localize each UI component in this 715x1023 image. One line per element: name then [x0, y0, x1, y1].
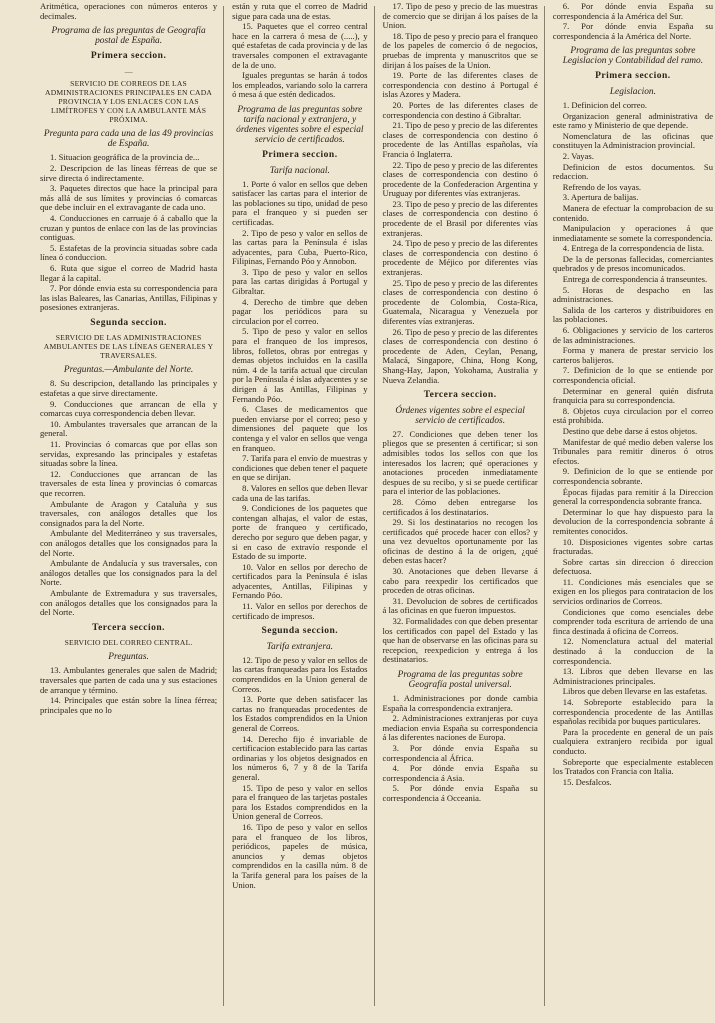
section-heading: Tercera seccion.: [92, 622, 166, 633]
list-item: Sobre cartas sin direccion ó direccion defectuosa.: [552, 556, 714, 577]
list-item: 11. Valor en sellos por derechos de certificado de impresos.: [232, 601, 368, 621]
list-item: Determinar lo que hay dispuesto para la devolucion de la correspondencia sobrante á remitentes conocidos.: [552, 506, 714, 536]
list-item: 8. Valores en sellos que deben llevar cada una de las tarifas.: [232, 482, 368, 503]
list-item: 16. Tipo de peso y valor en sellos para el franqueo de los libros, periódicos, papeles de música, anuncios y demas objetos comprendidos en la casilla núm. 8 de la Tarifa general para los países de la Union.: [232, 821, 368, 890]
list-item: 6. Clases de medicamentos que pueden enviarse por el correo; peso y dimensiones del paquete que los contenga y el valor en sellos que venga en franqueo.: [232, 404, 368, 453]
list-item: 5. Tipo de peso y valor en sellos para el franqueo de los impresos, libros, folletos, obras por entregas y demas objetos incluidos en la casilla núm. 4 de la tarifa actual que circulan por la Península é islas adyacentes y se dirigen á las Antillas, Filipinas y Fernando Póo.: [232, 326, 368, 404]
list-item: 9. Condiciones de los paquetes que contengan alhajas, el valor de estas, porte de franqueo y certificado, derecho por seguro que deben pagar, y si en caso de extravío responde el Estado de su importe.: [232, 503, 368, 562]
list-item: 26. Tipo de peso y precio de las diferentes clases de correspondencia con destino ó procedente de Aden, Ceylan, Penang, Malacá, Singapore, China, Hong Kong, Shang-Hay, Japon, Yokohama, Australia y Nueva Zelandia.: [382, 326, 538, 385]
list-item: Manipulacion y operaciones á que inmediatamente se somete la correspondencia.: [552, 223, 714, 243]
list-item: 8. Su descripcion, detallando las principales y estafetas a que sirve directamente.: [40, 378, 218, 399]
list-item: 9. Definicion de lo que se entiende por correspondencia sobrante.: [552, 466, 714, 486]
list-item: 10. Ambulantes traversales que arrancan de la general.: [40, 418, 218, 439]
list-item: 31. Devolucion de sobres de certificados á las oficinas en que fueron impuestos.: [382, 595, 538, 616]
list-item: 22. Tipo de peso y precio de las diferentes clases de correspondencia con destino ó procedente de la Confederacion Argentina y Uruguay por diferentes vías extranjeras.: [382, 159, 538, 199]
list-item: 25. Tipo de peso y precio de las diferentes clases de correspondencia con destino ó procedente de Colombia, Costa-Rica, Guatemala, Nicaragua y Venezuela por diferentes vías extranjeras.: [382, 277, 538, 326]
question-title: Tarifa nacional.: [269, 165, 330, 176]
list-item: 20. Portes de las diferentes clases de correspondencia con destino á Gibraltar.: [382, 99, 538, 120]
list-item: 1. Definicion del correo.: [562, 99, 648, 110]
program-title: Programa de las preguntas sobre Legislacion y Contabilidad del ramo.: [562, 46, 704, 67]
column-1: [0, 2, 223, 1023]
list-item: 7. Definicion de lo que se entiende por correspondencia oficial.: [552, 365, 714, 385]
program-title: Programa de las preguntas sobre tarifa nacional y extranjera, y órdenes vigentes sobre el especial servicio de certificados.: [236, 104, 364, 145]
list-item: Nomenclatura de las oficinas que constituyen la Administracion provincial.: [552, 130, 714, 151]
list-item: 2. Descripcion de las líneas férreas de que se sirve directa ó indirectamente.: [40, 162, 218, 183]
list-item: 18. Tipo de peso y precio para el franqueo de los papeles de comercio ó de negocios, pruebas de imprenta y manuscritos que se dirijan á los países de la Union.: [382, 30, 538, 70]
list-item: 1. Situacion geográfica de la provincia de...: [50, 152, 200, 163]
list-item: 24. Tipo de peso y precio de las diferentes clases de correspondencia con destino ó procedente de Méjico por diferentes vías extranjeras.: [382, 238, 538, 278]
list-item: Definicion de estos documentos. Su redaccion.: [552, 161, 714, 182]
list-item: 6. Por dónde envia España su correspondencia á la América del Sur.: [552, 2, 714, 21]
list-item: 13. Ambulantes generales que salen de Madrid; traversales que parten de cada una y sus estaciones de arranque y término.: [40, 665, 218, 695]
list-item: Libros que deben llevarse en las estafetas.: [562, 686, 708, 697]
list-item: 5. Horas de despacho en las administraciones.: [552, 284, 714, 305]
divider: —: [124, 66, 133, 76]
subsection-heading: SERVICIO DE CORREOS DE LAS ADMINISTRACIONES PRINCIPALES EN CADA PROVINCIA Y LOS ENLACES CON LAS LIMÍTROFES Y CON LA AMBULANTE MÁS PRÓXIMA.: [45, 79, 213, 125]
section-heading: Primera seccion.: [262, 149, 338, 160]
section-heading: Primera seccion.: [90, 51, 167, 62]
list-item: 23. Tipo de peso y precio de las diferentes clases de correspondencia con destino ó procedente de el Brasil por diferentes vías extranjeras.: [382, 198, 538, 238]
list-item: Organizacion general administrativa de este ramo y Ministerio de que depende.: [552, 110, 714, 131]
list-item: 8. Objetos cuya circulacion por el correo está prohibida.: [552, 405, 714, 426]
list-item: 29. Si los destinatarios no recogen los certificados qué procede hacer con ellos? y una vez devueltos oportunamente por las oficinas de destino á la de origen, ¿qué deben estas hacer?: [382, 517, 538, 566]
list-item: 15. Desfalcos.: [562, 776, 612, 787]
section-heading: Tercera seccion.: [423, 390, 497, 401]
list-item: Salida de los carteros y distribuidores en las poblaciones.: [552, 304, 714, 325]
list-item: 3. Por dónde envia España su correspondencia al África.: [382, 742, 538, 763]
section-heading: Primera seccion.: [595, 71, 671, 82]
list-item: 5. Por dónde envia España su correspondencia á Occeania.: [382, 783, 538, 803]
list-item: 12. Conducciones que arrancan de las traversales de esta línea y provincias ó comarcas que recorren.: [40, 468, 218, 498]
list-item: 4. Conducciones en carruaje ó á caballo que la cruzan y puntos de enlace con las de las provincias contiguas.: [40, 212, 218, 243]
question-title: Preguntas.—Ambulante del Norte.: [63, 365, 194, 376]
list-item: 2. Vayas.: [562, 150, 594, 161]
list-item: 30. Anotaciones que deben llevarse á cabo para reexpedir los certificados que proceden de otras oficinas.: [382, 566, 538, 596]
list-item: 13. Porte que deben satisfacer las cartas no franqueadas procedentes de los Estados comprendidos en la Union general de Correos.: [232, 694, 368, 733]
list-item: 32. Formalidades con que deben presentar los certificados con papel del Estado y las que han de observarse en las oficinas para su recepcion, reexpedicion y entrega á los destinatarios.: [382, 616, 538, 665]
column-4: [545, 2, 715, 1023]
list-item: 3. Tipo de peso y valor en sellos para las cartas dirigidas á Portugal y Gibraltar.: [232, 266, 368, 297]
list-item: 3. Paquetes directos que hace la principal para más allá de sus límites y provincias ó comarcas que debe incluir en el extravagante de cada uno.: [40, 183, 218, 213]
list-item: Sobreporte que especialmente establecen los Tratados con Francia con Italia.: [552, 756, 714, 777]
list-item: 14. Principales que están sobre la línea férrea; principales que no lo: [40, 695, 218, 715]
list-item: Épocas fijadas para remitir á la Direccion general la correspondencia sobrante franca.: [552, 486, 714, 507]
program-title: Programa de las preguntas de Geografía postal de España.: [51, 26, 206, 47]
list-item: Ambulante de Aragon y Cataluña y sus traversales, con análogos detalles que los consignados para la del Norte.: [40, 498, 218, 528]
list-item: 5. Estafetas de la provincia situadas sobre cada línea ó conduccion.: [40, 242, 218, 263]
question-title: Pregunta para cada una de las 49 provincias de España.: [43, 129, 214, 150]
list-item: 10. Disposiciones vigentes sobre cartas fracturadas.: [552, 536, 714, 557]
list-item: 28. Cómo deben entregarse los certificados á los destinatarios.: [382, 496, 538, 517]
list-item: De la de personas fallecidas, comerciantes quebrados y de presos incomunicados.: [552, 253, 714, 274]
list-item: 15. Tipo de peso y valor en sellos para el franqueo de las tarjetas postales para los Estados comprendidos en la Union general de Correos.: [232, 782, 368, 822]
list-item: Forma y manera de prestar servicio los carteros balijeros.: [552, 345, 714, 365]
question-title: Tarifa extranjera.: [266, 641, 333, 652]
list-item: 2. Tipo de peso y valor en sellos de las cartas para la Península é islas adyacentes, para Cuba, Puerto-Rico, Filipinas, Fernando Póo y Annobon.: [232, 227, 368, 267]
list-item: 13. Libros que deben llevarse en las Administraciones principales.: [552, 666, 714, 686]
list-item: 3. Apertura de balijas.: [562, 192, 639, 203]
list-item: 12. Nomenclatura actual del material destinado á la conduccion de la correspondencia.: [552, 636, 714, 666]
list-item: 7. Por dónde envia España su correspondencia á la América del Norte.: [552, 21, 714, 41]
list-item: Ambulante de Andalucía y sus traversales, con análogos detalles que los consignados para la del Norte.: [40, 558, 218, 588]
list-item: 14. Derecho fijo é invariable de certificacion establecido para las cartas ordinarias y los objetos designados en los números 6, 7 y 8 de la Tarifa general.: [232, 733, 368, 782]
list-item: 14. Sobreporte establecido para la correspondencia procedente de las Antillas españolas recibida por buques particulares.: [552, 697, 714, 727]
list-item: Destino que debe darse á estos objetos.: [562, 425, 698, 436]
list-item: 10. Valor en sellos por derecho de certificados para la Península é islas adyacentes, Antillas, Filipinas y Fernando Póo.: [232, 561, 368, 601]
list-item: Para la procedente en general de un país cualquiera extranjero recibida por igual conducto.: [552, 726, 714, 756]
legislation-list: [553, 101, 713, 787]
question-title: Legislacion.: [609, 86, 656, 97]
list-item: 9. Conducciones que arrancan de ella y comarcas cuya correspondencia deben llevar.: [40, 398, 218, 419]
list-item: 1. Administraciones por donde cambia España la correspondencia extranjera.: [382, 693, 538, 713]
list-item: Manifestar de qué medio deben valerse los Tribunales para remitir dineros ó otros efectos.: [552, 436, 714, 466]
list-item: 17. Tipo de peso y precio de las muestras de comercio que se dirijan á los países de la Union.: [382, 2, 538, 31]
column-3: [375, 2, 544, 1023]
section-heading: Segunda seccion.: [90, 317, 167, 328]
list-item: 12. Tipo de peso y valor en sellos de las cartas franqueadas para los Estados comprendidos en la Union general de Correos.: [232, 654, 368, 694]
list-item: 6. Ruta que sigue el correo de Madrid hasta llegar á la capital.: [40, 262, 218, 283]
list-item: 1. Porte ó valor en sellos que deben satisfacer las cartas para el interior de las poblaciones su tipo, unidad de peso para el franqueo y si pueden ser certificadas.: [232, 178, 368, 227]
list-item: 15. Paquetes que el correo central hace en la carrera ó mesa de (.....), y qué estafetas de cada provincia y de las traversales componen el extravagante de la de uno.: [232, 21, 368, 70]
list-item: 19. Porte de las diferentes clases de correspondencia con destino á Portugal é islas Azores y Madera.: [382, 70, 538, 100]
list-item: 4. Derecho de timbre que deben pagar los periódicos para su circulacion por el correo.: [232, 296, 368, 326]
subsection-heading: SERVICIO DEL CORREO CENTRAL.: [64, 638, 193, 648]
list-item: 21. Tipo de peso y precio de las diferentes clases de correspondencia con destino ó procedente de las Antillas españolas, vía Francia ó Inglaterra.: [382, 120, 538, 159]
subsection-heading: SERVICIO DE LAS ADMINISTRACIONES AMBULANTES DE LAS LÍNEAS GENERALES Y TRAVERSALES.: [43, 333, 214, 361]
paragraph: están y ruta que el correo de Madrid sigue para cada una de estas.: [232, 2, 368, 21]
list-item: 4. Por dónde envia España su correspondencia á Asia.: [382, 763, 538, 783]
list-item: 7. Por dónde envia esta su correspondencia para las islas Baleares, las Canarias, Antillas, Filipinas y posesiones extranjeras.: [40, 283, 218, 313]
question-title: Preguntas.: [108, 652, 149, 663]
section-heading: Segunda seccion.: [261, 626, 339, 637]
list-item: Determinar en general quién disfruta franquicia para su correspondencia.: [552, 385, 714, 406]
list-item: Refrendo de los vayas.: [562, 181, 642, 192]
column-2: [224, 2, 373, 1023]
paragraph: Aritmética, operaciones con números enteros y decimales.: [40, 2, 218, 21]
list-item: Ambulante de Extremadura y sus traversales, con análogos detalles que los consignados para la del Norte.: [40, 587, 218, 618]
question-title: Órdenes vigentes sobre el especial servicio de certificados.: [395, 405, 525, 426]
list-item: Manera de efectuar la comprobacion de su contenido.: [552, 202, 714, 223]
list-item: 27. Condiciones que deben tener los pliegos que se presenten á certificar; si son admisibles todos los sellos con que los interesados los lacren; qué operaciones y anotaciones proceden inmediatamente despues de su recibo, y si se puede certificar para el interior de las poblaciones.: [382, 428, 538, 497]
list-item: 6. Obligaciones y servicio de los carteros de las administraciones.: [552, 325, 714, 345]
list-item: 4. Entrega de la correspondencia de lista.: [562, 243, 705, 254]
list-item: 11. Condiciones más esenciales que se exigen en los pliegos para contratacion de los servicios ordinarios de Correos.: [552, 576, 714, 607]
list-item: 7. Tarifa para el envío de muestras y condiciones que deben tener el paquete en que se dirijan.: [232, 453, 368, 483]
list-item: 11. Provincias ó comarcas que por ellas son servidas, expresando las principales y estafetas situadas sobre la línea.: [40, 439, 218, 469]
list-item: Iguales preguntas se harán á todos los empleados, variando solo la carrera ó mesa á que estén dedicados.: [232, 70, 368, 100]
list-item: Ambulante del Mediterráneo y sus traversales, con análogos detalles que los consignados para la del Norte.: [40, 528, 218, 558]
list-item: Condiciones que como esenciales debe comprender toda escritura de arriendo de una finca destinada á oficina de Correos.: [552, 606, 714, 636]
list-item: 2. Administraciones extranjeras por cuya mediacion envia España su correspondencia á las diferentes naciones de Europa.: [382, 713, 538, 743]
list-item: Entrega de correspondencia á transeuntes.: [562, 274, 708, 285]
program-title: Programa de las preguntas sobre Geografía postal universal.: [397, 670, 523, 690]
